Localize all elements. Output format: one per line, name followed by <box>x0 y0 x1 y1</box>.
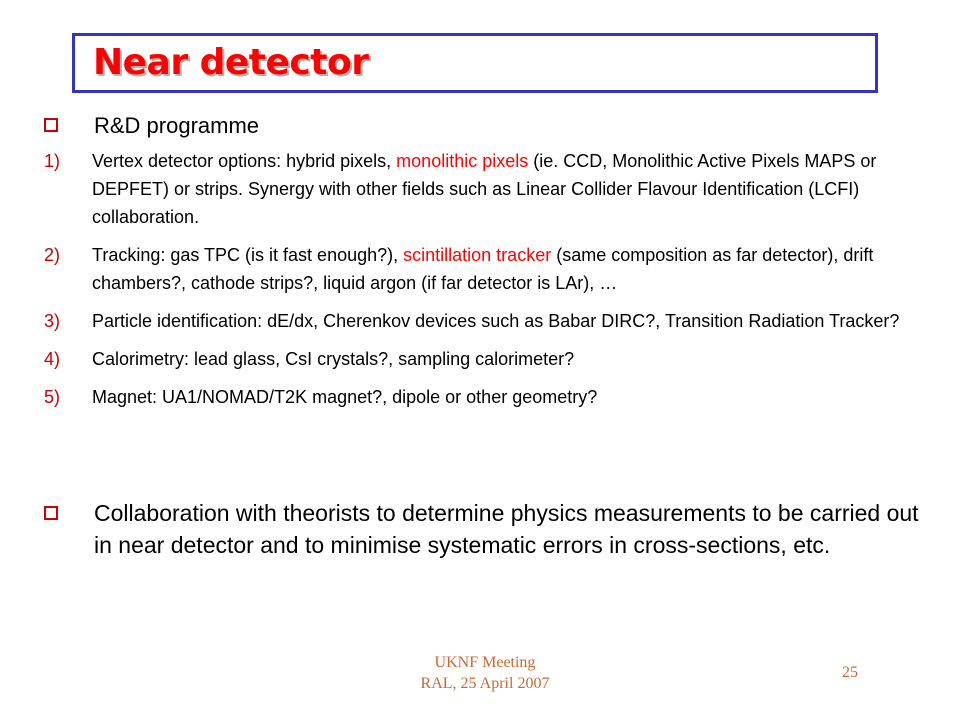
bullet-text: Collaboration with theorists to determine physics measurements to be carried out in near detector and to minimise systematic errors in cross-sections, etc. <box>94 500 919 558</box>
list-item <box>44 147 924 231</box>
bullet-text: R&D programme <box>94 113 260 138</box>
slide-title: Near detector <box>93 42 369 83</box>
item-number: 1) <box>44 151 61 171</box>
item-text <box>92 241 924 297</box>
item-number: 4) <box>44 349 61 369</box>
list-item <box>44 241 924 297</box>
item-text-part: (ie. CCD, Monolithic Active Pixels MAPS or DEPFET) or strips. Synergy with other fields such as Linear Collider Flavour Identification (LCFI) collaboration. <box>92 151 877 227</box>
square-bullet-icon <box>44 506 58 520</box>
footer-meeting <box>380 652 590 694</box>
item-highlight: scintillation tracker <box>403 245 552 265</box>
list-item <box>44 307 924 335</box>
square-bullet-icon <box>44 118 58 132</box>
page-number: 25 <box>842 664 858 681</box>
item-text-part: Vertex detector options: hybrid pixels, <box>92 151 397 171</box>
item-text-part: Tracking: gas TPC (is it fast enough?), <box>92 245 404 265</box>
list-item <box>44 345 924 373</box>
title-frame <box>72 33 878 93</box>
item-text-part: (same composition as far detector), drift chambers?, cathode strips?, liquid argon (if far detector is LAr), … <box>92 245 874 293</box>
item-text: Calorimetry: lead glass, CsI crystals?, sampling calorimeter? <box>92 349 575 369</box>
item-number: 2) <box>44 245 61 265</box>
item-number: 5) <box>44 387 61 407</box>
list-item <box>44 383 924 411</box>
item-number: 3) <box>44 311 61 331</box>
item-highlight: monolithic pixels <box>396 151 529 171</box>
item-text: Particle identification: dE/dx, Cherenkov devices such as Babar DIRC?, Transition Radiation Tracker? <box>92 311 900 331</box>
numbered-list <box>44 147 924 421</box>
footer-line: UKNF Meeting <box>434 654 536 671</box>
item-text: Magnet: UA1/NOMAD/T2K magnet?, dipole or other geometry? <box>92 387 598 407</box>
item-text <box>92 147 924 231</box>
footer-line: RAL, 25 April 2007 <box>420 675 550 692</box>
